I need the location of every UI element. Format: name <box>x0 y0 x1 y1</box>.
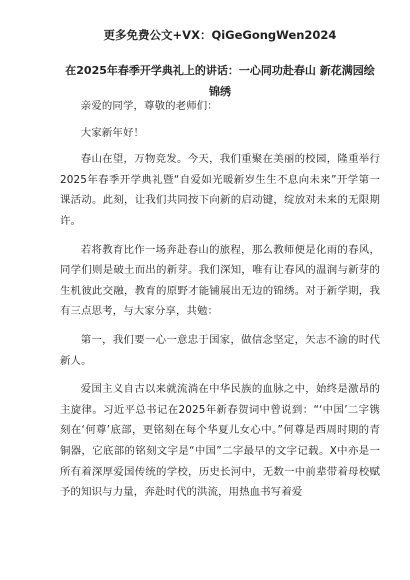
body-paragraph: 若将教育比作一场奔赴春山的旅程，那么教师便是化雨的春风，同学们则是破土而出的新芽。我们深知，唯有让春风的温润与新芽的生机彼此交融，教育的原野才能铺展出无边的锦绣。对于新学期，我有三点思考，与大家分享，共勉： <box>60 243 380 318</box>
body-paragraph: 春山在望，万物竞发。今天，我们重聚在美丽的校园，隆重举行2025年春季开学典礼暨“自爱如光暖新岁生生不息向未来”开学第一课活动。此刻，让我们共同按下向新的启动键，绽放对未来的无限期许。 <box>60 153 380 227</box>
body-paragraph: 爱国主义自古以来就流淌在中华民族的血脉之中，始终是激昂的主旋律。习近平总书记在2025年新春贺词中曾说到：“‘中国’二字镌刻在‘何尊’底部，更铭刻在每个华夏儿女心中。”何尊是西周时期的青铜器，它底部的铭刻文字是“中国”二字最早的文字记载。X中亦是一所有着深厚爱国传统的学校，历史长河中，无数一中前辈带着母校赋予的知识与力量，奔赴时代的洪流，用热血书写着爱 <box>60 383 380 499</box>
document-title: 在2025年春季开学典礼上的讲话：一心同功赴春山 新花满园绘锦绣 <box>65 64 375 98</box>
document-body <box>60 96 380 511</box>
greeting-paragraph: 亲爱的同学，尊敬的老师们： <box>80 100 218 112</box>
body-paragraph: 第一，我们要一心一意忠于国家，做信念坚定，矢志不渝的时代新人。 <box>60 333 380 367</box>
new-year-paragraph: 大家新年好！ <box>80 126 145 139</box>
header-promo-text: 更多免费公文+VX：QiGeGongWen2024 <box>103 28 337 42</box>
